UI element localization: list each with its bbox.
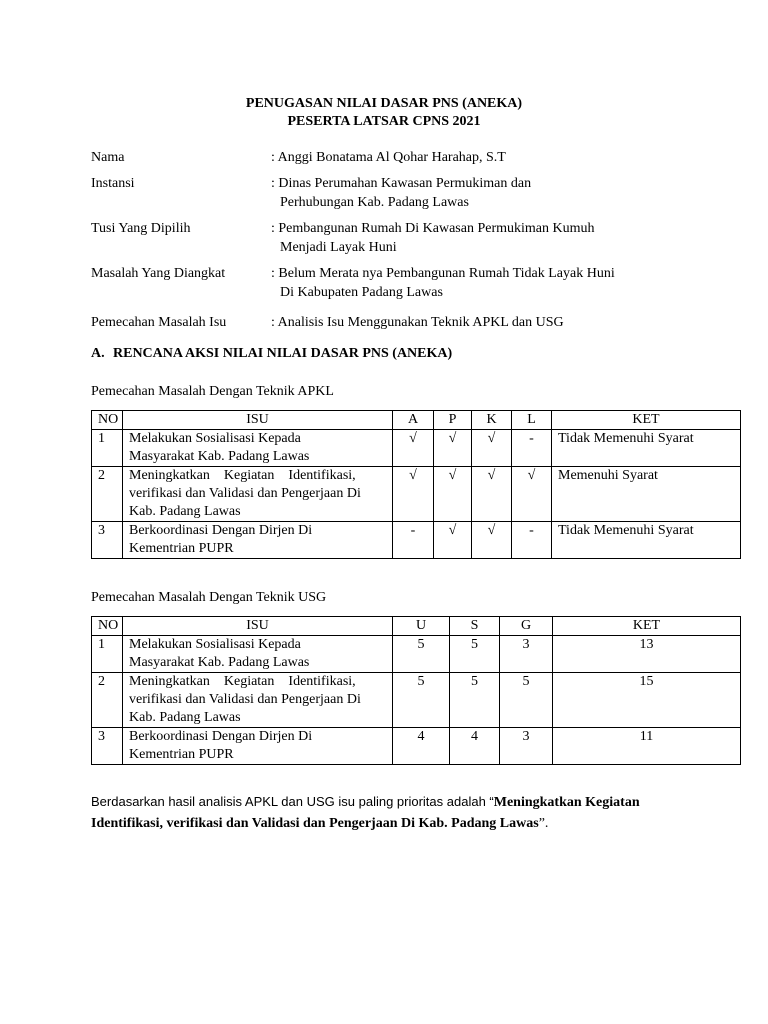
info-value-line: : Anggi Bonatama Al Qohar Harahap, S.T: [271, 150, 506, 165]
conclusion-priority-issue: Meningkatkan Kegiatan Identifikasi, verifikasi dan Validasi dan Pengerjaan Di Kab. Padang Lawas: [91, 795, 640, 831]
row-issue: [123, 636, 393, 673]
info-value: [271, 313, 691, 332]
issue-line: verifikasi dan Validasi dan Pengerjaan Di: [129, 692, 361, 707]
info-value-line: Perhubungan Kab. Padang Lawas: [280, 195, 469, 210]
row-number: 3: [92, 728, 123, 765]
issue-line: Berkoordinasi Dengan Dirjen Di: [129, 523, 313, 538]
conclusion-tail: ”.: [538, 816, 549, 831]
row-ket: Memenuhi Syarat: [552, 467, 741, 522]
column-header: P: [434, 411, 472, 430]
table-row: [92, 673, 741, 728]
score-p: √: [434, 522, 472, 559]
column-header: S: [450, 617, 500, 636]
info-label: Tusi Yang Dipilih: [91, 221, 191, 236]
column-header: U: [393, 617, 450, 636]
info-value-line: Di Kabupaten Padang Lawas: [280, 285, 443, 300]
score-u: 5: [393, 673, 450, 728]
apkl-subtitle: Pemecahan Masalah Dengan Teknik APKL: [91, 384, 334, 399]
issue-line: Kementrian PUPR: [129, 747, 234, 762]
info-value: [271, 264, 691, 302]
row-issue: [123, 673, 393, 728]
row-number: 1: [92, 636, 123, 673]
column-header: L: [512, 411, 552, 430]
issue-line: Meningkatkan Kegiatan Identifikasi,: [129, 674, 356, 689]
score-a: √: [393, 430, 434, 467]
issue-line: Meningkatkan Kegiatan Identifikasi,: [129, 468, 356, 483]
issue-line: verifikasi dan Validasi dan Pengerjaan Di: [129, 486, 361, 501]
score-g: 3: [500, 636, 553, 673]
column-header: KET: [553, 617, 741, 636]
info-label: Instansi: [91, 176, 135, 191]
info-value-line: : Pembangunan Rumah Di Kawasan Permukiman Kumuh: [271, 221, 595, 236]
table-row: [92, 636, 741, 673]
table-header-row: [92, 617, 741, 636]
issue-line: Kab. Padang Lawas: [129, 504, 241, 519]
column-header: NO: [92, 617, 123, 636]
section-number: A.: [91, 346, 105, 361]
info-value: [271, 148, 691, 167]
info-label: Pemecahan Masalah Isu: [91, 315, 227, 330]
info-value: [271, 174, 691, 212]
row-issue: [123, 430, 393, 467]
info-label: Masalah Yang Diangkat: [91, 266, 226, 281]
row-number: 3: [92, 522, 123, 559]
issue-line: Kementrian PUPR: [129, 541, 234, 556]
score-s: 5: [450, 636, 500, 673]
score-k: √: [472, 522, 512, 559]
conclusion-paragraph: [91, 791, 711, 834]
row-number: 2: [92, 467, 123, 522]
column-header: G: [500, 617, 553, 636]
row-ket: 13: [553, 636, 741, 673]
row-ket: 11: [553, 728, 741, 765]
row-ket: Tidak Memenuhi Syarat: [552, 430, 741, 467]
table-row: [92, 728, 741, 765]
info-value-line: : Dinas Perumahan Kawasan Permukiman dan: [271, 176, 532, 191]
row-ket: Tidak Memenuhi Syarat: [552, 522, 741, 559]
row-issue: [123, 728, 393, 765]
document-title: PENUGASAN NILAI DASAR PNS (ANEKA): [245, 96, 523, 111]
score-u: 4: [393, 728, 450, 765]
section-title: RENCANA AKSI NILAI NILAI DASAR PNS (ANEKA): [113, 346, 453, 361]
issue-line: Berkoordinasi Dengan Dirjen Di: [129, 729, 313, 744]
issue-line: Masyarakat Kab. Padang Lawas: [129, 449, 310, 464]
score-l: -: [512, 522, 552, 559]
table-row: [92, 430, 741, 467]
row-issue: [123, 467, 393, 522]
usg-subtitle: Pemecahan Masalah Dengan Teknik USG: [91, 590, 327, 605]
apkl-table: [91, 410, 741, 559]
score-k: √: [472, 430, 512, 467]
score-s: 4: [450, 728, 500, 765]
row-ket: 15: [553, 673, 741, 728]
score-a: √: [393, 467, 434, 522]
issue-line: Melakukan Sosialisasi Kepada: [129, 637, 301, 652]
info-value: [271, 219, 691, 257]
score-k: √: [472, 467, 512, 522]
table-row: [92, 467, 741, 522]
column-header: ISU: [123, 617, 393, 636]
score-l: √: [512, 467, 552, 522]
score-a: -: [393, 522, 434, 559]
row-number: 1: [92, 430, 123, 467]
issue-line: Masyarakat Kab. Padang Lawas: [129, 655, 310, 670]
column-header: K: [472, 411, 512, 430]
issue-line: Kab. Padang Lawas: [129, 710, 241, 725]
score-g: 5: [500, 673, 553, 728]
info-value-line: Menjadi Layak Huni: [280, 240, 397, 255]
table-row: [92, 522, 741, 559]
column-header: KET: [552, 411, 741, 430]
info-value-line: : Belum Merata nya Pembangunan Rumah Tidak Layak Huni: [271, 266, 615, 281]
score-s: 5: [450, 673, 500, 728]
column-header: ISU: [123, 411, 393, 430]
document-subtitle: PESERTA LATSAR CPNS 2021: [287, 114, 481, 129]
table-header-row: [92, 411, 741, 430]
section-heading: [91, 344, 452, 363]
info-label: Nama: [91, 150, 125, 165]
info-value-line: : Analisis Isu Menggunakan Teknik APKL dan USG: [271, 315, 564, 330]
issue-line: Melakukan Sosialisasi Kepada: [129, 431, 301, 446]
column-header: A: [393, 411, 434, 430]
score-p: √: [434, 430, 472, 467]
row-number: 2: [92, 673, 123, 728]
column-header: NO: [92, 411, 123, 430]
score-u: 5: [393, 636, 450, 673]
score-g: 3: [500, 728, 553, 765]
usg-table: [91, 616, 741, 765]
score-l: -: [512, 430, 552, 467]
row-issue: [123, 522, 393, 559]
score-p: √: [434, 467, 472, 522]
conclusion-lead: Berdasarkan hasil analisis APKL dan USG isu paling prioritas adalah “: [91, 794, 494, 809]
